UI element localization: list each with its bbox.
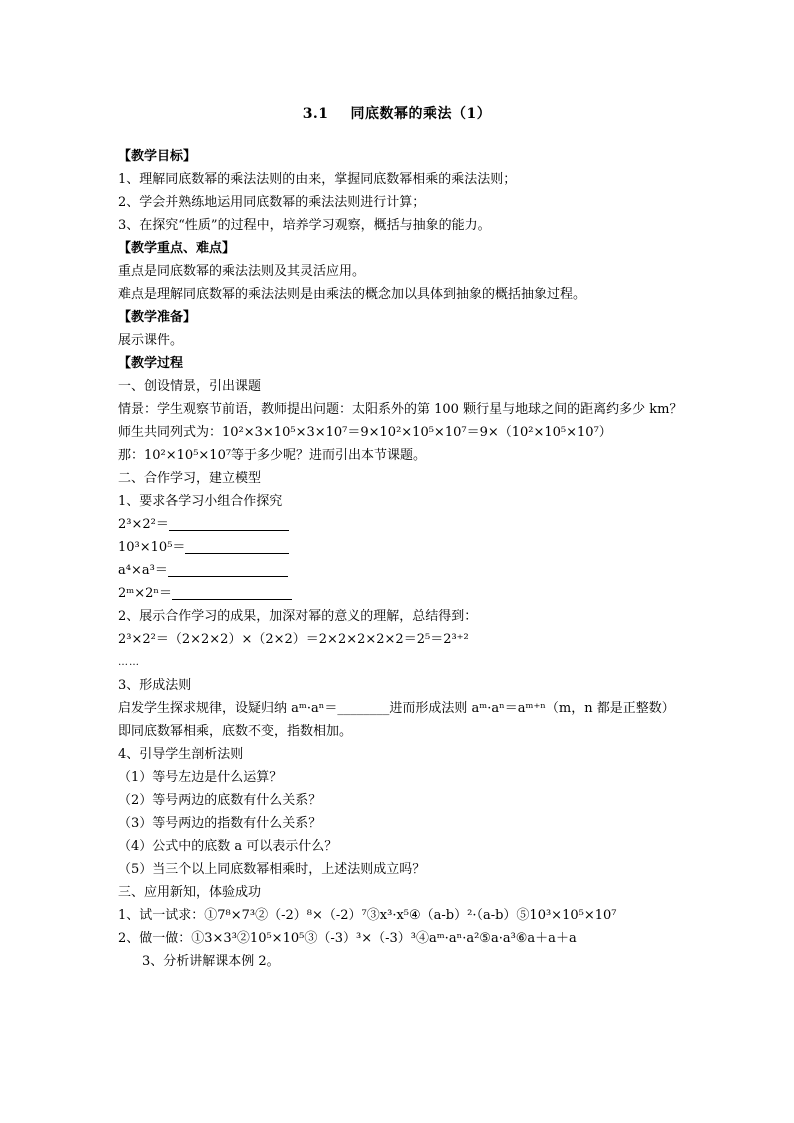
joint-formula: 师生共同列式为：10²×3×10⁵×3×10⁷＝9×10²×10⁵×10⁷＝9×（10²×10⁵×10⁷）: [118, 425, 612, 440]
exercise-line: [118, 536, 683, 559]
analysis-question-5: （5）当三个以上同底数幂相乘时，上述法则成立吗？: [118, 862, 426, 877]
summary-instruction: 2、展示合作学习的成果，加深对幂的意义的理解，总结得到：: [118, 609, 478, 624]
scenario-text: 情景：学生观察节前语，教师提出问题：太阳系外的第 100 颗行星与地球之间的距离约多少 km？: [118, 402, 683, 417]
exercise-expression: 10³×10⁵＝: [118, 540, 186, 555]
answer-blank: [169, 515, 289, 531]
section-one-heading: 一、创设情景，引出课题: [118, 379, 262, 394]
objective-1: 1、理解同底数幂的乘法法则的由来，掌握同底数幂相乘的乘法法则；: [118, 172, 517, 187]
section-three-heading: 三、应用新知，体验成功: [118, 885, 262, 900]
exercise-line: [118, 513, 683, 536]
objective-2: 2、学会并熟练地运用同底数幂的乘法法则进行计算；: [118, 195, 426, 210]
analysis-question-2: （2）等号两边的底数有什么关系？: [118, 793, 322, 808]
exercise-expression: 2³×2²＝: [118, 517, 169, 532]
heading-objectives: 【教学目标】: [118, 149, 197, 164]
analysis-question-4: （4）公式中的底数 a 可以表示什么？: [118, 839, 338, 854]
exercise-line: [118, 559, 683, 582]
page-title: [0, 103, 794, 123]
answer-blank: [185, 538, 289, 554]
analysis-question-1: （1）等号左边是什么运算？: [118, 770, 283, 785]
answer-blank: [168, 561, 288, 577]
difficult-point: 难点是理解同底数幂的乘法法则是由乘法的概念加以具体到抽象的概括抽象过程。: [118, 287, 587, 302]
section-two-heading: 二、合作学习，建立模型: [118, 471, 262, 486]
heading-process: 【教学过程: [118, 356, 184, 371]
question-text: 那：10²×10⁵×10⁷等于多少呢？进而引出本节课题。: [118, 448, 427, 463]
exercise-expression: a⁴×a³＝: [118, 563, 168, 578]
analysis-heading: 4、引导学生剖析法则: [118, 747, 244, 762]
key-point: 重点是同底数幂的乘法法则及其灵活应用。: [118, 264, 366, 279]
preparation-text: 展示课件。: [118, 333, 184, 348]
heading-preparation: 【教学准备】: [118, 310, 197, 325]
rule-text: 启发学生探求规律，设疑归纳 aᵐ·aⁿ＝________进而形成法则 aᵐ·aⁿ＝aᵐ⁺ⁿ（m，n 都是正整数）即同底数幂相乘，底数不变，指数相加。: [118, 701, 675, 739]
example-explanation: 3、分析讲解课本例 2。: [142, 954, 280, 969]
worked-example: 2³×2²＝（2×2×2）×（2×2）＝2×2×2×2×2＝2⁵＝2³⁺²: [118, 632, 469, 647]
title-text: 同底数幂的乘法（1）: [350, 106, 492, 122]
heading-key-points: 【教学重点、难点】: [118, 241, 236, 256]
rule-heading: 3、形成法则: [118, 678, 192, 693]
explore-instruction: 1、要求各学习小组合作探究: [118, 494, 283, 509]
objective-3: 3、在探究“性质”的过程中，培养学习观察，概括与抽象的能力。: [118, 218, 491, 233]
analysis-question-3: （3）等号两边的指数有什么关系？: [118, 816, 322, 831]
answer-blank: [172, 584, 292, 600]
do-exercises: 2、做一做：①3×3³②10⁵×10⁵③（-3）³×（-3）³④aᵐ·aⁿ·a²⑤a·a³⑥a＋a＋a: [118, 931, 577, 946]
exercise-line: [118, 582, 683, 605]
try-exercises: 1、试一试求：①7⁸×7³②（-2）⁸×（-2）⁷③x³·x⁵④（a-b）²·（a-b）⑤10³×10⁵×10⁷: [118, 908, 617, 923]
section-number: 3.1: [302, 106, 329, 122]
document-body: [118, 145, 683, 973]
ellipsis: ……: [118, 657, 140, 668]
exercise-expression: 2ᵐ×2ⁿ＝: [118, 586, 173, 601]
